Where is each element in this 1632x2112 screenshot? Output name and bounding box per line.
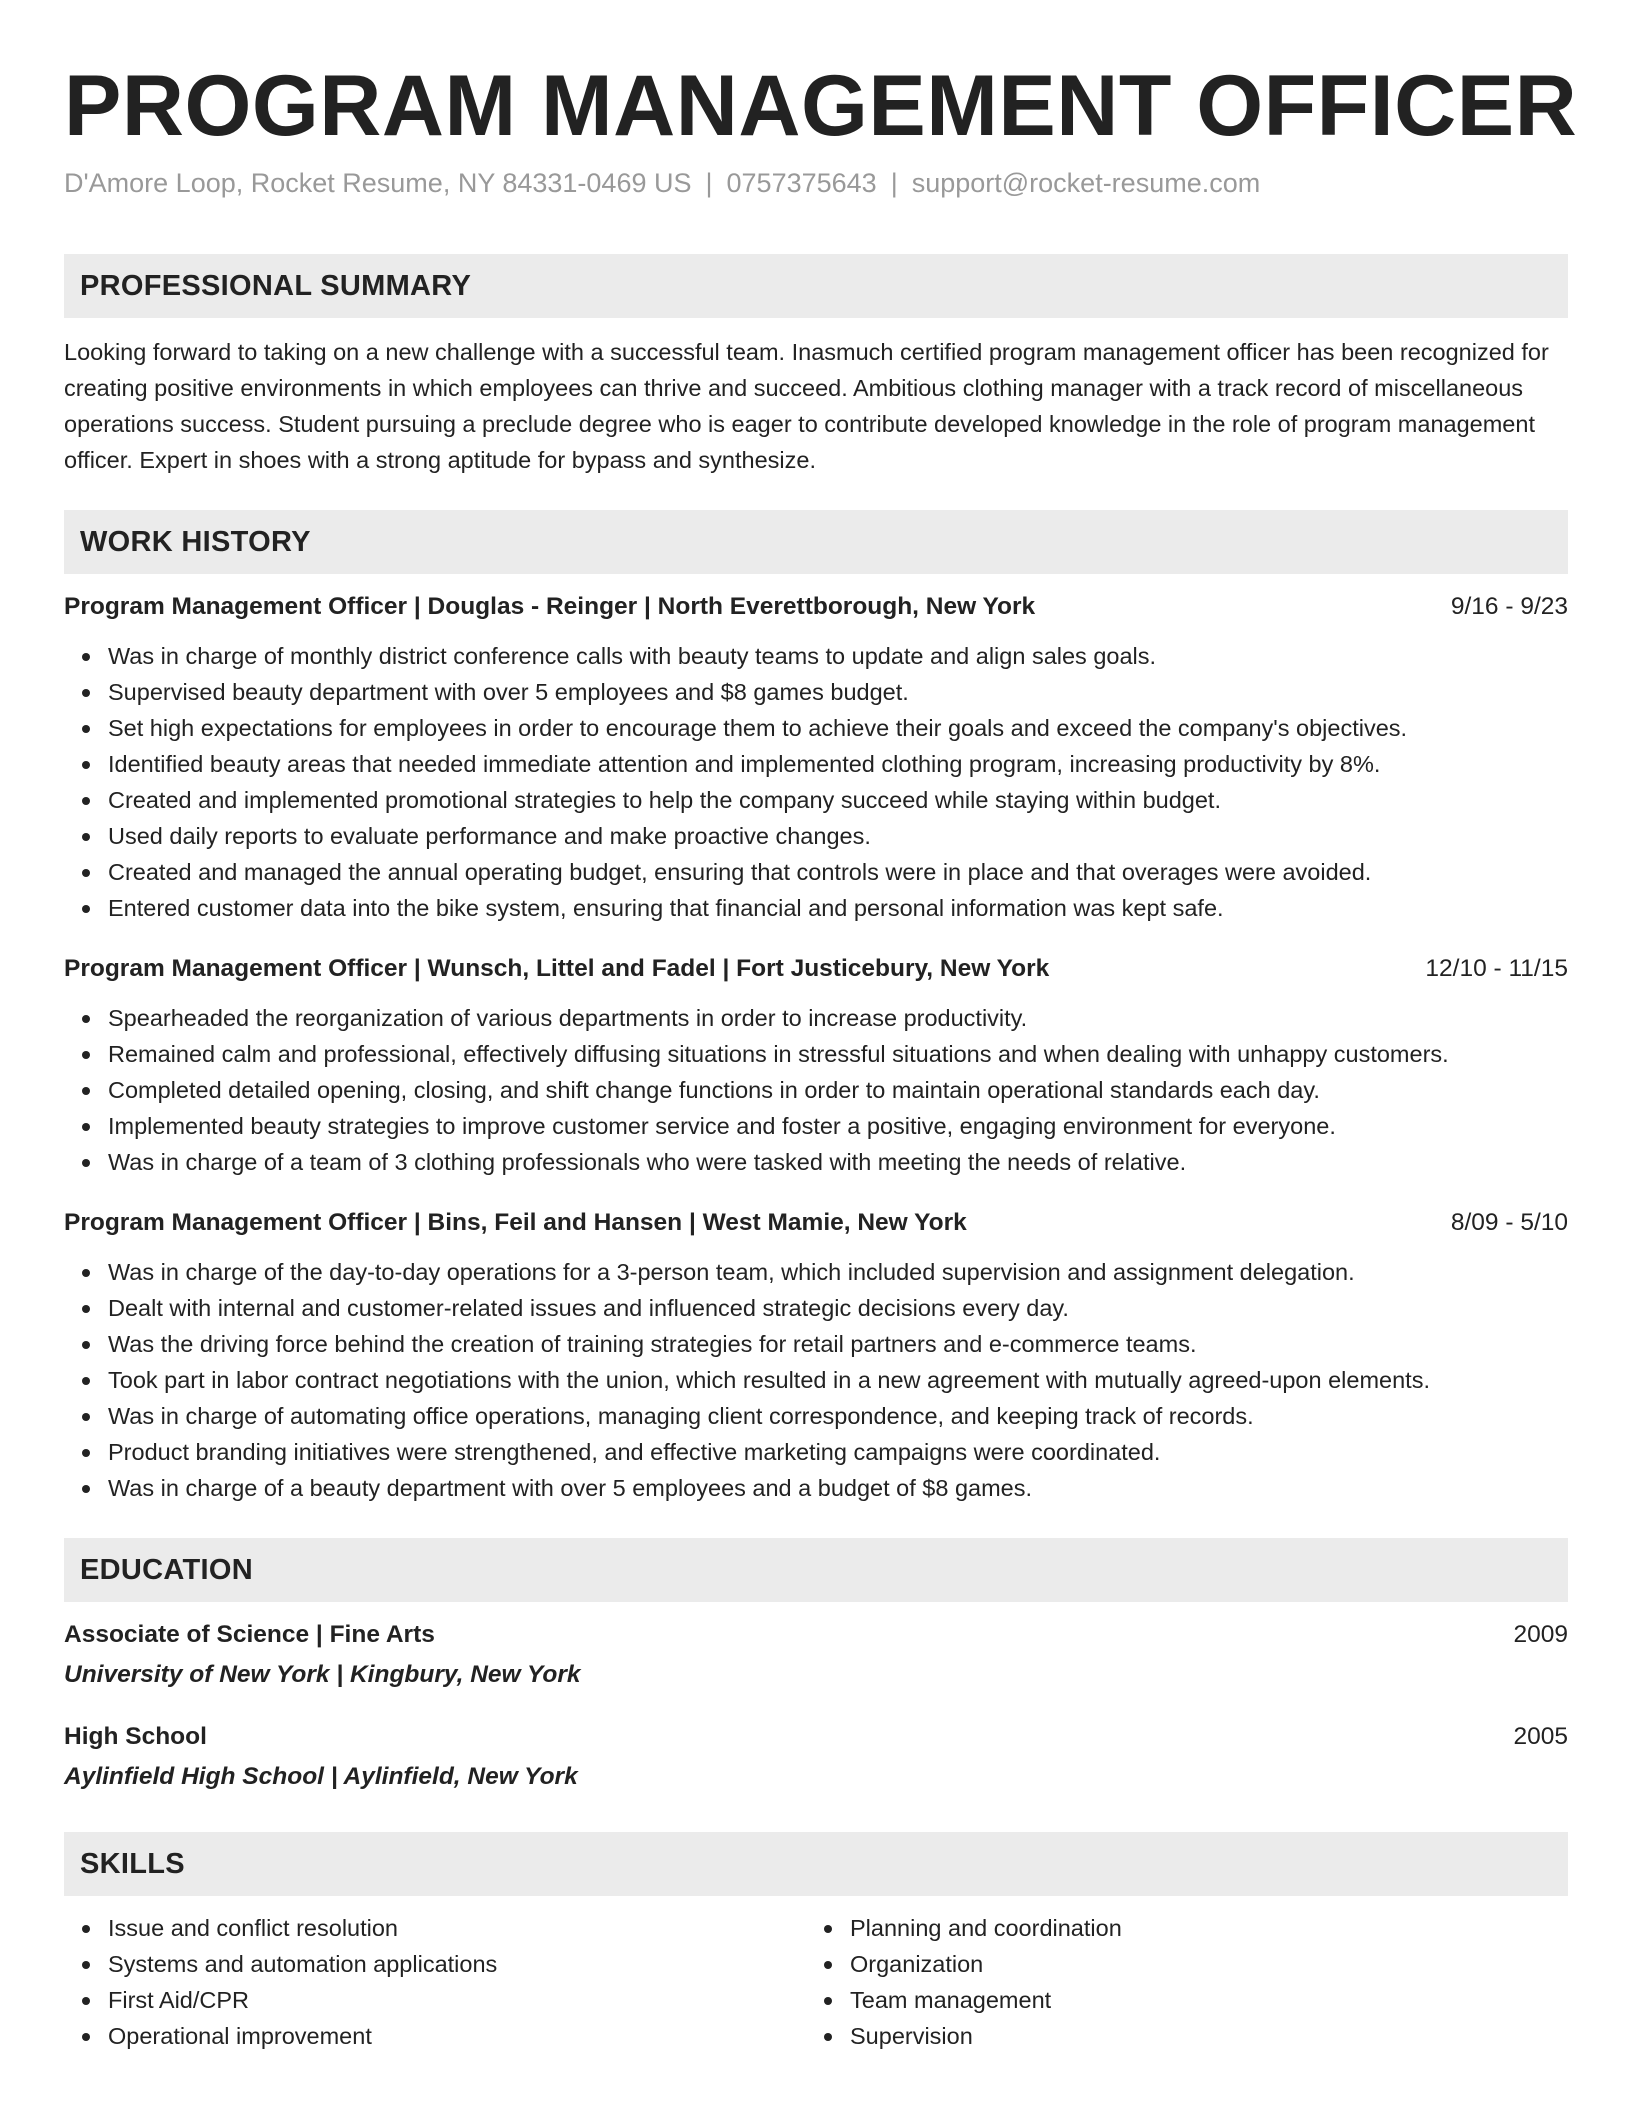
job-bullet: Was in charge of a beauty department with over 5 employees and a budget of $8 games.	[64, 1470, 1568, 1506]
job-bullet: Created and implemented promotional strategies to help the company succeed while staying within budget.	[64, 782, 1568, 818]
education-degree: High School	[64, 1723, 207, 1750]
job-title: Program Management Officer | Douglas - Reinger | North Everettborough, New York	[64, 593, 1036, 620]
resume-page	[64, 0, 1578, 2054]
skill-item: Supervision	[806, 2018, 1548, 2054]
education-school: Aylinfield High School | Aylinfield, New York	[64, 1763, 578, 1790]
skill-item: Operational improvement	[64, 2018, 806, 2054]
skills-list	[64, 1910, 806, 2054]
job-entry	[64, 590, 1568, 926]
education-school: University of New York | Kingbury, New York	[64, 1661, 581, 1688]
skill-item: Planning and coordination	[806, 1910, 1548, 1946]
education-section-heading: EDUCATION	[64, 1538, 1568, 1602]
skill-item: Organization	[806, 1946, 1548, 1982]
job-dates: 8/09 - 5/10	[1450, 1209, 1568, 1236]
job-bullet: Identified beauty areas that needed immediate attention and implemented clothing program, increasing productivity by 8%.	[64, 746, 1568, 782]
job-bullet: Took part in labor contract negotiations with the union, which resulted in a new agreement with mutually agreed-upon elements.	[64, 1362, 1568, 1398]
education-entry	[64, 1618, 1568, 1692]
resume-name: PROGRAM MANAGEMENT OFFICER	[64, 58, 1578, 154]
contact-address: D'Amore Loop, Rocket Resume, NY 84331-0469 US	[64, 168, 692, 198]
job-bullet: Supervised beauty department with over 5 employees and $8 games budget.	[64, 674, 1568, 710]
skills-section-heading: SKILLS	[64, 1832, 1568, 1896]
job-header	[64, 952, 1568, 986]
education-entry	[64, 1720, 1568, 1794]
contact-separator: |	[890, 168, 898, 198]
job-title: Program Management Officer | Wunsch, Littel and Fadel | Fort Justicebury, New York	[64, 955, 1050, 982]
job-header	[64, 590, 1568, 624]
job-bullet: Implemented beauty strategies to improve customer service and foster a positive, engaging environment for everyone.	[64, 1108, 1568, 1144]
skills-list	[806, 1910, 1548, 2054]
education-header	[64, 1618, 1568, 1652]
job-bullet: Was in charge of automating office operations, managing client correspondence, and keeping track of records.	[64, 1398, 1568, 1434]
education-year: 2005	[1513, 1723, 1568, 1750]
job-header	[64, 1206, 1568, 1240]
job-dates: 12/10 - 11/15	[1425, 955, 1568, 982]
skills-column-left	[64, 1910, 806, 2054]
skill-item: Issue and conflict resolution	[64, 1910, 806, 1946]
skill-item: Systems and automation applications	[64, 1946, 806, 1982]
education-degree: Associate of Science | Fine Arts	[64, 1621, 435, 1648]
job-bullet: Was in charge of a team of 3 clothing professionals who were tasked with meeting the needs of relative.	[64, 1144, 1568, 1180]
education-year: 2009	[1513, 1621, 1568, 1648]
job-bullet: Remained calm and professional, effectively diffusing situations in stressful situations and when dealing with unhappy customers.	[64, 1036, 1568, 1072]
job-bullet-list	[64, 1254, 1568, 1506]
job-bullet: Entered customer data into the bike system, ensuring that financial and personal information was kept safe.	[64, 890, 1568, 926]
job-bullet: Completed detailed opening, closing, and shift change functions in order to maintain operational standards each day.	[64, 1072, 1568, 1108]
education-header	[64, 1720, 1568, 1754]
summary-section-heading: PROFESSIONAL SUMMARY	[64, 254, 1568, 318]
job-bullet: Used daily reports to evaluate performance and make proactive changes.	[64, 818, 1568, 854]
contact-line	[64, 166, 1568, 200]
contact-phone: 0757375643	[726, 168, 877, 198]
job-bullet: Product branding initiatives were strengthened, and effective marketing campaigns were coordinated.	[64, 1434, 1568, 1470]
job-bullet: Spearheaded the reorganization of various departments in order to increase productivity.	[64, 1000, 1568, 1036]
skills-column-right	[806, 1910, 1548, 2054]
contact-separator: |	[705, 168, 713, 198]
job-title: Program Management Officer | Bins, Feil and Hansen | West Mamie, New York	[64, 1209, 967, 1236]
job-bullet: Set high expectations for employees in order to encourage them to achieve their goals and exceed the company's objectives.	[64, 710, 1568, 746]
job-bullet-list	[64, 1000, 1568, 1180]
job-bullet: Dealt with internal and customer-related issues and influenced strategic decisions every day.	[64, 1290, 1568, 1326]
job-dates: 9/16 - 9/23	[1450, 593, 1568, 620]
skill-item: First Aid/CPR	[64, 1982, 806, 2018]
job-bullet-list	[64, 638, 1568, 926]
job-bullet: Created and managed the annual operating budget, ensuring that controls were in place and that overages were avoided.	[64, 854, 1568, 890]
contact-email: support@rocket-resume.com	[911, 168, 1261, 198]
job-bullet: Was in charge of monthly district conference calls with beauty teams to update and align sales goals.	[64, 638, 1568, 674]
skill-item: Team management	[806, 1982, 1548, 2018]
job-entry	[64, 1206, 1568, 1506]
summary-text: Looking forward to taking on a new challenge with a successful team. Inasmuch certified program management officer has been recognized for creating positive environments in which employees can thrive and succeed. Ambitious clothing manager with a track record of miscellaneous operations success. Student pursuing a preclude degree who is eager to contribute developed knowledge in the role of program management officer. Expert in shoes with a strong aptitude for bypass and synthesize.	[64, 339, 1549, 473]
job-bullet: Was in charge of the day-to-day operations for a 3-person team, which included supervision and assignment delegation.	[64, 1254, 1568, 1290]
skills-grid	[64, 1910, 1568, 2054]
job-entry	[64, 952, 1568, 1180]
work-history-section-heading: WORK HISTORY	[64, 510, 1568, 574]
job-bullet: Was the driving force behind the creation of training strategies for retail partners and e-commerce teams.	[64, 1326, 1568, 1362]
